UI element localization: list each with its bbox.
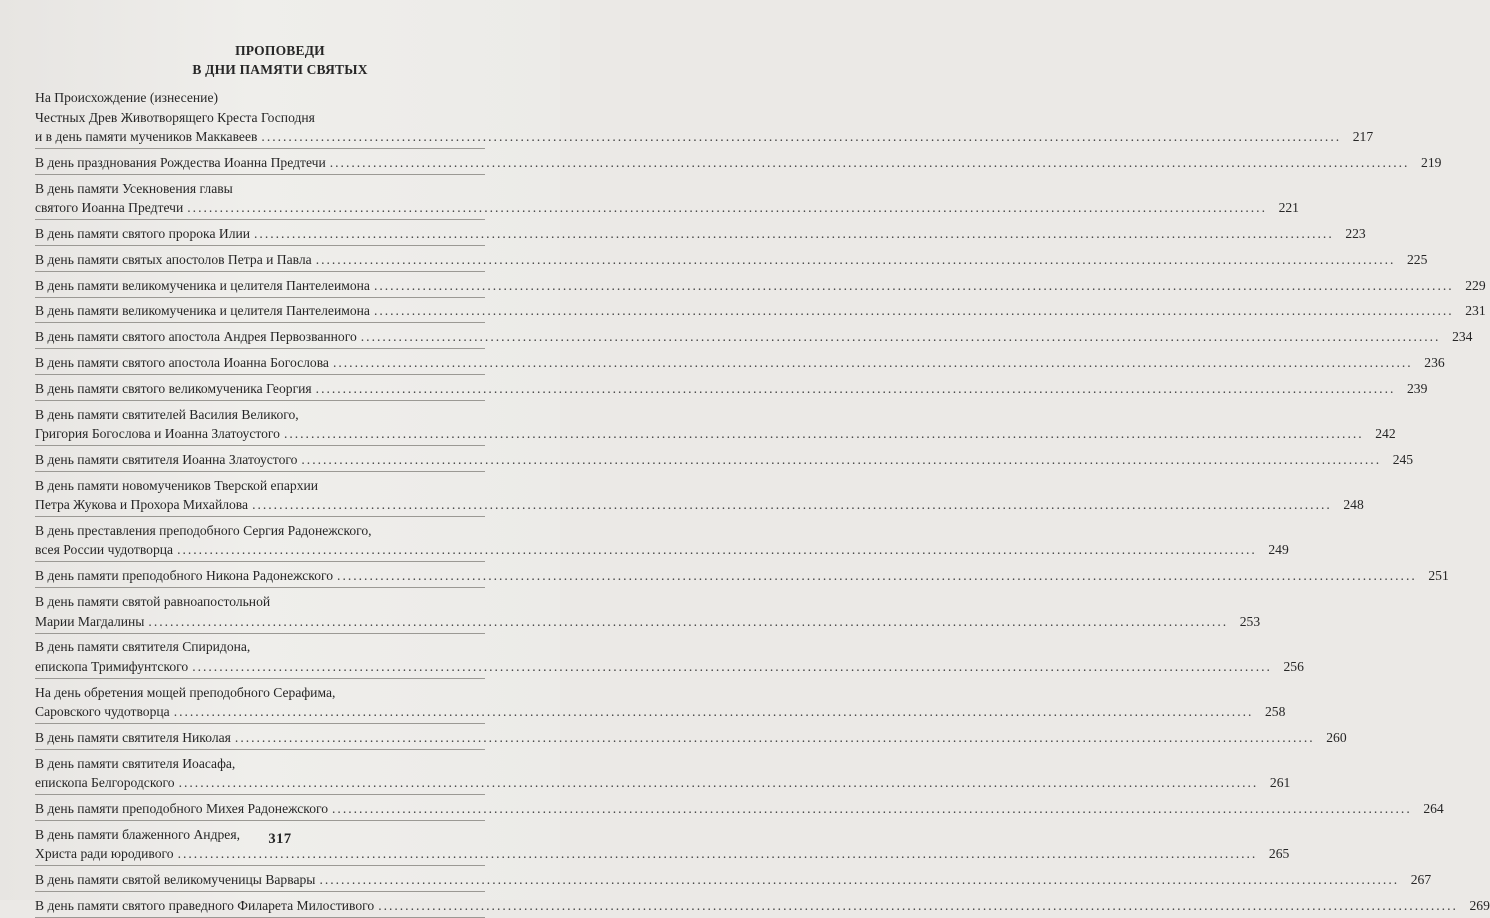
section-heading bbox=[0, 41, 560, 79]
dot-leader: ........................................................................................................................................................................................................ bbox=[373, 277, 1454, 293]
toc-entry-line bbox=[35, 353, 1445, 373]
dot-leader: ........................................................................................................................................................................................................ bbox=[261, 129, 1342, 144]
entry-divider bbox=[35, 174, 485, 175]
toc-page-number: 251 bbox=[1428, 568, 1449, 584]
toc-entry bbox=[35, 405, 1396, 444]
toc-page-number: 239 bbox=[1406, 380, 1428, 396]
toc-entry-title: В день памяти святого пророка Илии bbox=[35, 225, 251, 241]
toc-entry-title: В день памяти великомученика и целителя Пантелеимона bbox=[35, 277, 370, 293]
entry-divider bbox=[35, 219, 485, 220]
toc-entry bbox=[35, 799, 1444, 819]
toc-entry-title: В день памяти блаженного Андрея, bbox=[35, 826, 240, 842]
toc-entry-title: В день памяти Усекновения главы bbox=[35, 180, 233, 196]
toc-entry-title: В день памяти святой равноапостольной bbox=[35, 594, 271, 609]
toc-entry-title: В день празднования Рождества Иоанна Предтечи bbox=[35, 154, 326, 170]
entry-divider bbox=[35, 471, 485, 472]
entry-divider bbox=[35, 245, 485, 246]
entry-divider bbox=[35, 749, 485, 750]
toc-entry-line bbox=[35, 683, 485, 703]
toc-entry-title: и в день памяти мучеников Маккавеев bbox=[35, 129, 258, 144]
toc-entry-line bbox=[35, 799, 1444, 819]
entry-divider bbox=[35, 561, 485, 562]
toc-page-number: 217 bbox=[1352, 129, 1374, 144]
dot-leader: ........................................................................................................................................................................................................ bbox=[319, 872, 1400, 888]
toc-page-number: 261 bbox=[1269, 775, 1291, 791]
toc-entry bbox=[35, 521, 1289, 560]
entry-divider bbox=[35, 723, 485, 724]
toc-entry bbox=[35, 728, 1347, 748]
toc-entry-line bbox=[35, 153, 1442, 173]
toc-entry bbox=[35, 896, 1490, 916]
toc-entry-title: В день памяти святого апостола Иоанна Богослова bbox=[35, 354, 329, 370]
entry-divider bbox=[35, 633, 485, 634]
toc-entry-title: На день обретения мощей преподобного Серафима, bbox=[35, 684, 336, 700]
toc-entry-line bbox=[35, 521, 485, 541]
toc-entry-title: В день памяти святителя Николая bbox=[35, 729, 231, 745]
toc-entry bbox=[35, 566, 1449, 586]
toc-entry bbox=[35, 870, 1432, 890]
toc-entry-line bbox=[35, 379, 1428, 399]
toc-page-number: 219 bbox=[1421, 154, 1442, 170]
toc-entry-line bbox=[35, 592, 485, 612]
toc-entry-title: В день памяти святителя Иоасафа, bbox=[35, 755, 236, 771]
dot-leader: ........................................................................................................................................................................................................ bbox=[283, 426, 1364, 441]
toc-page-number: 234 bbox=[1452, 329, 1473, 345]
toc-entry-line bbox=[35, 566, 1449, 586]
dot-leader: ........................................................................................................................................................................................................ bbox=[177, 846, 1258, 862]
toc-page-number: 248 bbox=[1343, 497, 1364, 513]
entry-divider bbox=[35, 516, 485, 517]
toc-page-number: 242 bbox=[1375, 426, 1396, 441]
toc-page-number: 229 bbox=[1465, 277, 1486, 293]
toc-page-number: 256 bbox=[1283, 658, 1304, 674]
toc-entry-title: В день памяти святого апостола Андрея Первозванного bbox=[35, 329, 357, 345]
dot-leader: ........................................................................................................................................................................................................ bbox=[337, 568, 1417, 584]
toc-page-number: 225 bbox=[1407, 251, 1428, 267]
toc-entry-line bbox=[35, 637, 485, 657]
entry-divider bbox=[35, 587, 485, 588]
dot-leader: ........................................................................................................................................................................................................ bbox=[315, 251, 1396, 267]
dot-leader: ........................................................................................................................................................................................................ bbox=[332, 354, 1413, 370]
toc-entry-title: Марии Магдалины bbox=[35, 613, 145, 629]
entry-divider bbox=[35, 891, 485, 892]
toc-entry-line bbox=[35, 108, 485, 128]
toc-entry-line bbox=[35, 657, 1304, 677]
dot-leader: ........................................................................................................................................................................................................ bbox=[252, 497, 1332, 513]
toc-entry bbox=[35, 353, 1445, 373]
toc-entry bbox=[35, 592, 1261, 631]
toc-page-number: 267 bbox=[1410, 872, 1432, 888]
entry-divider bbox=[35, 794, 485, 795]
dot-leader: ........................................................................................................................................................................................................ bbox=[301, 451, 1382, 467]
toc-entry bbox=[35, 476, 1364, 515]
toc-entry-title: В день памяти святителя Иоанна Златоустого bbox=[35, 451, 298, 467]
dot-leader: ........................................................................................................................................................................................................ bbox=[178, 775, 1259, 791]
toc-entry bbox=[35, 224, 1366, 244]
toc-entry-line bbox=[35, 250, 1428, 270]
toc-entry-line bbox=[35, 476, 485, 496]
page-number: 317 bbox=[268, 831, 292, 847]
toc-page-number: 269 bbox=[1469, 897, 1490, 913]
toc-entry bbox=[35, 379, 1428, 399]
toc-entry-title: В день памяти новомучеников Тверской епархии bbox=[35, 477, 319, 493]
entry-divider bbox=[35, 865, 485, 866]
dot-leader: ........................................................................................................................................................................................................ bbox=[315, 380, 1396, 396]
toc-entry bbox=[35, 88, 1374, 147]
toc-entry-title: На Происхождение (изнесение) bbox=[35, 90, 219, 105]
toc-entry-title: В день памяти святых апостолов Петра и Павла bbox=[35, 251, 312, 267]
toc-entry-title: Честных Древ Животворящего Креста Господня bbox=[35, 109, 315, 125]
entry-divider bbox=[35, 348, 485, 349]
toc-entry-title: В день памяти святой великомученицы Варвары bbox=[35, 872, 316, 888]
toc-entry-line bbox=[35, 276, 1486, 296]
entry-divider bbox=[35, 400, 485, 401]
toc-entry-line bbox=[35, 612, 1261, 632]
toc-entry-title: Саровского чудотворца bbox=[35, 704, 170, 720]
entry-divider bbox=[35, 271, 485, 272]
dot-leader: ........................................................................................................................................................................................................ bbox=[329, 154, 1410, 170]
toc-entry-title: В день памяти великомученика и целителя Пантелеимона bbox=[35, 303, 370, 319]
toc-page-number: 231 bbox=[1465, 303, 1486, 319]
toc-entry-line bbox=[35, 495, 1364, 515]
toc-page-number: 264 bbox=[1423, 801, 1444, 816]
toc-entry-title: В день памяти святого великомученика Георгия bbox=[35, 380, 312, 396]
toc-entry bbox=[35, 153, 1442, 173]
toc-page-number: 223 bbox=[1345, 225, 1366, 241]
toc-entry-line bbox=[35, 728, 1347, 748]
toc-page-number: 260 bbox=[1326, 729, 1347, 745]
toc-entry-title: епископа Тримифунтского bbox=[35, 658, 189, 674]
toc-page-number: 265 bbox=[1268, 846, 1290, 862]
entry-divider bbox=[35, 374, 485, 375]
dot-leader: ........................................................................................................................................................................................................ bbox=[192, 658, 1272, 674]
section-title-line-1: ПРОПОВЕДИ bbox=[235, 43, 325, 58]
toc-entry-title: Христа ради юродивого bbox=[35, 846, 174, 862]
toc-entry-title: В день памяти святителей Василия Великого, bbox=[35, 406, 299, 422]
toc-entry-title: епископа Белгородского bbox=[35, 775, 175, 791]
toc-entry-line bbox=[35, 896, 1490, 916]
toc-entry bbox=[35, 450, 1414, 470]
toc-entry bbox=[35, 754, 1291, 793]
toc-entry-line bbox=[35, 754, 485, 774]
toc-entry-line bbox=[35, 540, 1289, 560]
toc-entry bbox=[35, 301, 1486, 321]
toc-entry-title: Петра Жукова и Прохора Михайлова bbox=[35, 497, 249, 513]
dot-leader: ........................................................................................................................................................................................................ bbox=[177, 542, 1257, 558]
toc-entry-line bbox=[35, 198, 1299, 218]
toc-entry-title: В день преставления преподобного Сергия Радонежского, bbox=[35, 522, 372, 538]
section-title-line-2: В ДНИ ПАМЯТИ СВЯТЫХ bbox=[192, 62, 368, 77]
toc-entry-title: В день памяти преподобного Михея Радонежского bbox=[35, 801, 329, 816]
toc-entry-line bbox=[35, 179, 485, 199]
entry-divider bbox=[35, 445, 485, 446]
toc-page-number: 253 bbox=[1239, 613, 1261, 629]
toc-entry bbox=[35, 637, 1304, 676]
toc-entry-title: всея России чудотворца bbox=[35, 542, 174, 558]
dot-leader: ........................................................................................................................................................................................................ bbox=[378, 897, 1458, 913]
entry-divider bbox=[35, 678, 485, 679]
dot-leader: ........................................................................................................................................................................................................ bbox=[187, 200, 1267, 216]
dot-leader: ........................................................................................................................................................................................................ bbox=[234, 729, 1315, 745]
toc-entry-line bbox=[35, 702, 1286, 722]
toc-entry-line bbox=[35, 88, 485, 108]
toc-entry-line bbox=[35, 127, 1374, 147]
toc-entry bbox=[35, 179, 1299, 218]
toc-entry-title: В день памяти святителя Спиридона, bbox=[35, 639, 251, 655]
dot-leader: ........................................................................................................................................................................................................ bbox=[373, 303, 1454, 319]
toc-entry-title: святого Иоанна Предтечи bbox=[35, 200, 184, 216]
toc-page-number: 236 bbox=[1424, 354, 1445, 370]
toc-page-number: 245 bbox=[1392, 451, 1414, 467]
entry-divider bbox=[35, 322, 485, 323]
toc-entry-line bbox=[35, 405, 485, 425]
dot-leader: ........................................................................................................................................................................................................ bbox=[148, 613, 1229, 629]
toc-page-number: 249 bbox=[1268, 542, 1289, 558]
toc-entry bbox=[35, 683, 1286, 722]
toc-entry-line bbox=[35, 224, 1366, 244]
toc-entry-line bbox=[35, 450, 1414, 470]
toc-page-number: 221 bbox=[1278, 200, 1299, 216]
entry-divider bbox=[35, 820, 485, 821]
dot-leader: ........................................................................................................................................................................................................ bbox=[332, 801, 1412, 816]
entry-divider bbox=[35, 148, 485, 149]
toc-entry-title: В день памяти преподобного Никона Радонежского bbox=[35, 568, 334, 584]
dot-leader: ........................................................................................................................................................................................................ bbox=[360, 329, 1441, 345]
toc-entry bbox=[35, 276, 1486, 296]
entry-divider bbox=[35, 297, 485, 298]
toc-entry bbox=[35, 327, 1473, 347]
toc-entry bbox=[35, 250, 1428, 270]
toc-page-number: 258 bbox=[1265, 704, 1286, 720]
toc-entry-title: Григория Богослова и Иоанна Златоустого bbox=[35, 426, 280, 441]
dot-leader: ........................................................................................................................................................................................................ bbox=[254, 225, 1334, 241]
toc-entry-line bbox=[35, 301, 1486, 321]
toc-entry-line bbox=[35, 327, 1473, 347]
dot-leader: ........................................................................................................................................................................................................ bbox=[173, 704, 1254, 720]
toc-entry-line bbox=[35, 773, 1291, 793]
toc-entry-title: В день памяти святого праведного Филарета Милостивого bbox=[35, 897, 375, 913]
toc-entry-line bbox=[35, 870, 1432, 890]
toc-entry-line bbox=[35, 424, 1396, 444]
